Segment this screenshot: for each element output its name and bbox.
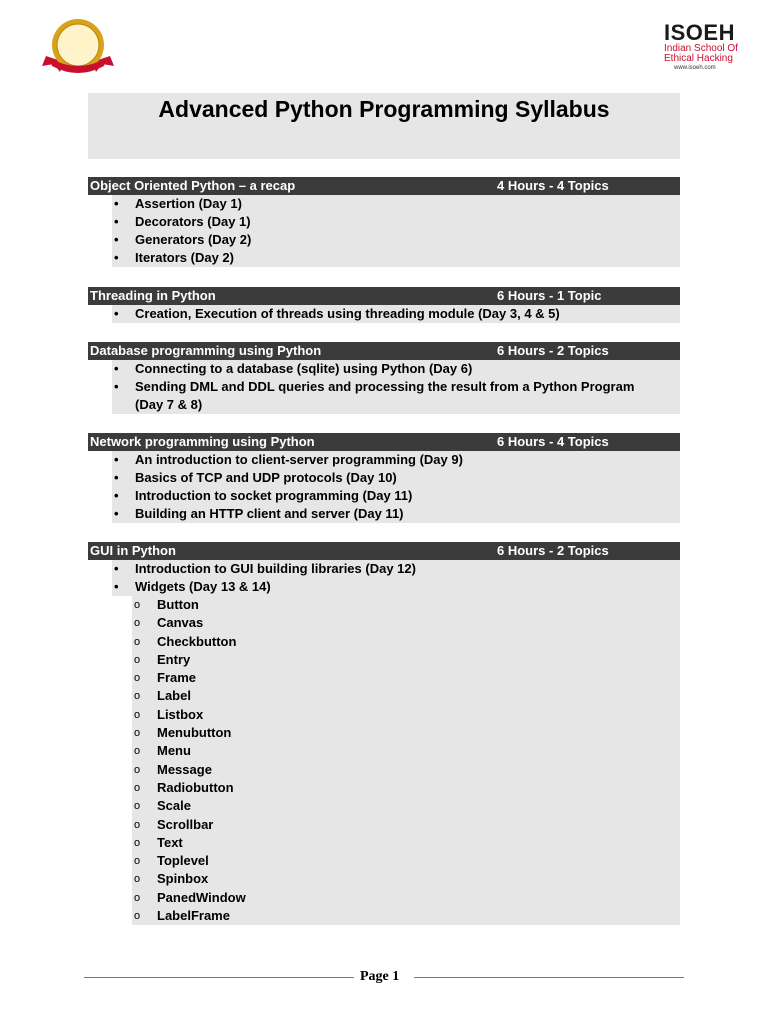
sub-bullet: o bbox=[134, 800, 141, 813]
list-item: • Decorators (Day 1) bbox=[114, 214, 251, 229]
section-hours: 6 Hours - 1 Topic bbox=[497, 288, 602, 303]
widget-item bbox=[132, 742, 680, 760]
section-items bbox=[112, 305, 680, 323]
footer-rule-left bbox=[84, 977, 354, 978]
list-item: • Sending DML and DDL queries and processing the result from a Python Program (Day 7 & 8) bbox=[114, 379, 635, 412]
isoeh-url: www.isoeh.com bbox=[674, 65, 716, 71]
sub-bullet: o bbox=[134, 818, 141, 831]
widget-name: PanedWindow bbox=[157, 889, 246, 905]
widget-item bbox=[132, 761, 680, 779]
page-title: Advanced Python Programming Syllabus bbox=[158, 96, 610, 122]
widget-name: Spinbox bbox=[157, 871, 209, 887]
section-items bbox=[112, 360, 680, 414]
section-hours: 4 Hours - 4 Topics bbox=[497, 178, 609, 193]
section-name: Object Oriented Python – a recap bbox=[90, 178, 296, 193]
section-header bbox=[88, 433, 680, 451]
section-header bbox=[88, 287, 680, 305]
section-items bbox=[112, 560, 680, 596]
widget-name: Listbox bbox=[157, 706, 204, 722]
widget-name: LabelFrame bbox=[157, 908, 230, 924]
page-footer bbox=[84, 966, 684, 990]
sub-bullet: o bbox=[134, 708, 141, 721]
widget-item bbox=[132, 834, 680, 852]
list-item: • Introduction to GUI building libraries (Day 12) bbox=[114, 561, 416, 576]
isoeh-line2: Ethical Hacking bbox=[664, 53, 733, 64]
widget-item bbox=[132, 596, 680, 614]
sub-bullet: o bbox=[134, 873, 141, 886]
widget-name: Scale bbox=[157, 798, 191, 814]
widget-name: Scrollbar bbox=[157, 816, 214, 832]
section-oop bbox=[88, 177, 680, 267]
widget-name: Entry bbox=[157, 651, 191, 667]
sub-bullet: o bbox=[134, 836, 141, 849]
widget-item bbox=[132, 889, 680, 907]
widget-item bbox=[132, 779, 680, 797]
section-database bbox=[88, 342, 680, 414]
section-items bbox=[112, 451, 680, 523]
section-hours: 6 Hours - 2 Topics bbox=[497, 543, 609, 558]
widget-name: Canvas bbox=[157, 615, 204, 631]
widget-item bbox=[132, 669, 680, 687]
section-name: Database programming using Python bbox=[90, 343, 322, 358]
page-number: Page 1 bbox=[360, 969, 400, 984]
sub-bullet: o bbox=[134, 891, 141, 904]
isoeh-brand: ISOEH bbox=[664, 20, 735, 45]
section-name: Network programming using Python bbox=[90, 434, 315, 449]
widget-item bbox=[132, 614, 680, 632]
sub-bullet: o bbox=[134, 690, 141, 703]
widget-name: Radiobutton bbox=[157, 779, 234, 795]
list-item: • Creation, Execution of threads using threading module (Day 3, 4 & 5) bbox=[114, 306, 560, 321]
section-threading bbox=[88, 287, 680, 323]
widget-name: Checkbutton bbox=[157, 633, 237, 649]
widget-sub-list bbox=[132, 596, 680, 925]
list-item: • Generators (Day 2) bbox=[114, 232, 252, 247]
list-item: • Widgets (Day 13 & 14) bbox=[114, 579, 271, 594]
section-header bbox=[88, 542, 680, 560]
section-header bbox=[88, 177, 680, 195]
widget-item bbox=[132, 651, 680, 669]
sub-bullet: o bbox=[134, 745, 141, 758]
section-items bbox=[112, 195, 680, 267]
widget-name: Button bbox=[157, 597, 199, 612]
widget-item bbox=[132, 687, 680, 705]
list-item: • Building an HTTP client and server (Day 11) bbox=[114, 506, 404, 521]
list-item: • An introduction to client-server programming (Day 9) bbox=[114, 452, 463, 467]
sub-bullet: o bbox=[134, 617, 141, 630]
widget-item bbox=[132, 907, 680, 925]
section-hours: 6 Hours - 4 Topics bbox=[497, 434, 609, 449]
widget-item bbox=[132, 797, 680, 815]
widget-name: Frame bbox=[157, 670, 197, 686]
sub-bullet: o bbox=[134, 635, 141, 648]
sub-bullet: o bbox=[134, 727, 141, 740]
sub-bullet: o bbox=[134, 763, 141, 776]
widget-item bbox=[132, 816, 680, 834]
widget-name: Menubutton bbox=[157, 725, 232, 741]
sub-bullet: o bbox=[134, 599, 141, 611]
list-item: • Connecting to a database (sqlite) using Python (Day 6) bbox=[114, 361, 473, 376]
title-box bbox=[88, 93, 680, 159]
footer-rule-right bbox=[414, 977, 684, 978]
widget-name: Text bbox=[157, 834, 183, 850]
list-item: • Assertion (Day 1) bbox=[114, 196, 242, 211]
sub-bullet: o bbox=[134, 910, 141, 923]
widget-name: Label bbox=[157, 688, 191, 704]
sub-bullet: o bbox=[134, 781, 141, 794]
sub-bullet: o bbox=[134, 653, 141, 666]
section-header bbox=[88, 342, 680, 360]
ec-council-badge-logo bbox=[40, 18, 116, 80]
widget-item bbox=[132, 724, 680, 742]
section-gui bbox=[88, 542, 680, 925]
section-hours: 6 Hours - 2 Topics bbox=[497, 343, 609, 358]
isoeh-logo bbox=[664, 22, 744, 72]
sub-bullet: o bbox=[134, 855, 141, 868]
isoeh-line1: Indian School Of bbox=[664, 43, 738, 54]
list-item: • Basics of TCP and UDP protocols (Day 10) bbox=[114, 470, 397, 485]
widget-item bbox=[132, 870, 680, 888]
list-item: • Iterators (Day 2) bbox=[114, 250, 234, 265]
list-item: • Introduction to socket programming (Day 11) bbox=[114, 488, 413, 503]
sub-bullet: o bbox=[134, 672, 141, 685]
section-network bbox=[88, 433, 680, 523]
section-name: GUI in Python bbox=[90, 543, 176, 558]
widget-item bbox=[132, 852, 680, 870]
widget-name: Toplevel bbox=[157, 853, 209, 869]
widget-name: Menu bbox=[157, 743, 191, 759]
widget-item bbox=[132, 706, 680, 724]
section-name: Threading in Python bbox=[90, 288, 216, 303]
widget-name: Message bbox=[157, 761, 212, 777]
widget-item bbox=[132, 633, 680, 651]
